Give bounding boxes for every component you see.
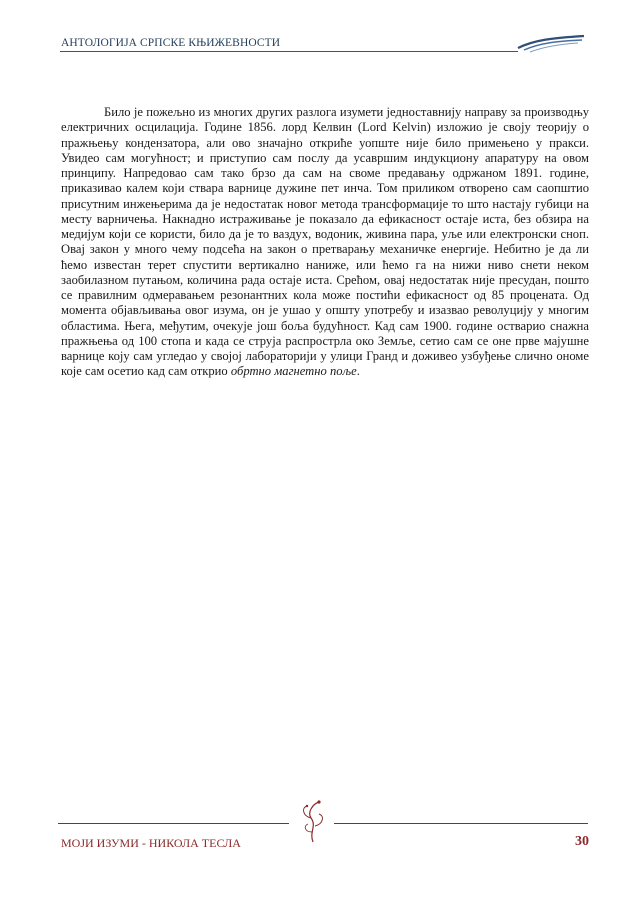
running-header-title: АНТОЛОГИЈА СРПСКЕ КЊИЖЕВНОСТИ: [61, 37, 281, 49]
footer-divider-right: [334, 823, 588, 824]
running-footer-title: МОЈИ ИЗУМИ - НИКОЛА ТЕСЛА: [61, 836, 241, 850]
paragraph-text: Било је пожељно из многих других разлога изумети једноставнију направу за производњу електричних осцилација. Године 1856. лорд Келвин (Lord Kelvin) изложио је своју теорију о пражњењу кондензатора, али ово значајно откриће уопште није било примењено у пракси. Увидео сам могућност; и приступио сам послу да усавршим индукциону апаратуру на овом принципу. Напредовао сам тако брзо да сам на своме предавању одржаном 1891. године, приказивао калем који ствара варнице дужине пет инча. Том приликом отворено сам саопштио присутним инжењерима да је недостатак новог метода трансформације то што настају губици на месту варничења. Накнадно истраживање је показало да ефикасност остаје иста, без обзира на медијум који се користи, било да је то ваздух, водоник, живина пара, уље или електронски сноп. Овај закон у много чему подсећа на закон о претварању механичке енергије. Небитно је да ли ћемо известан терет спустити вертикално наниже, или ћемо га на нижи ниво снети неком заобилазном путањом, количина рада остаје иста. Срећом, овај недостатак није пресудан, пошто се правилним одмеравањем резонантних кола може постићи ефикасност од 85 процената. Од момента објављивања овог изума, он је ушао у општу употребу и изазвао револуцију у многим областима. Њега, међутим, очекује још боља будућност. Кад сам 1900. године остварио снажна пражњења од 100 стопа и када се струја распрострла око Земље, сетио сам се оне прве мајушне варнице коју сам угледао у својој лабораторији у улици Гранд и доживео узбуђење слично ономе које сам осетио кад сам открио: [61, 105, 589, 379]
footer-divider-left: [58, 823, 289, 824]
main-paragraph: [61, 105, 589, 380]
floral-flourish-icon: [291, 798, 335, 844]
header-divider: [60, 51, 518, 52]
wave-flourish-icon: [516, 30, 586, 54]
page-number: 30: [575, 834, 589, 849]
paragraph-end: .: [356, 364, 360, 379]
paragraph-italic-term: обртно магнетно поље: [230, 364, 357, 379]
